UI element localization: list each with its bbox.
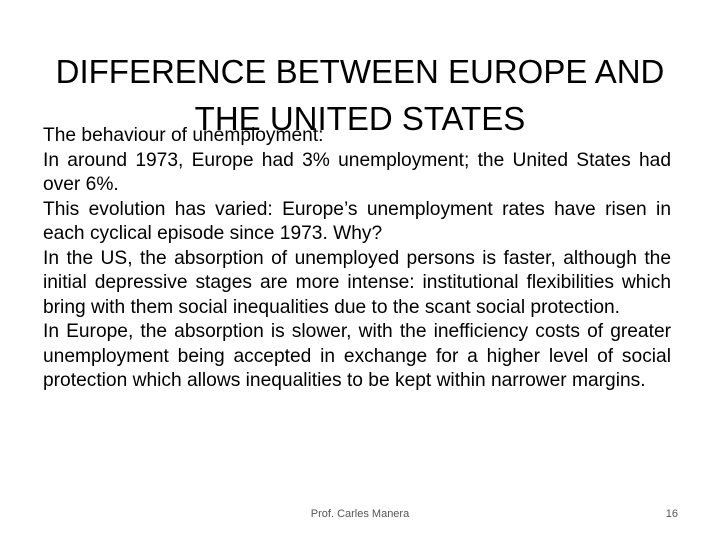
footer-author: Prof. Carles Manera bbox=[310, 508, 410, 520]
body-paragraph: In the US, the absorption of unemployed persons is faster, although the initial depressive stages are more intense: institutional flexibilities which bring with them social inequalities due to the scant social protection. bbox=[43, 247, 671, 318]
body-paragraph: The behaviour of unemployment: bbox=[43, 125, 324, 146]
title-line-1: DIFFERENCE BETWEEN EUROPE AND bbox=[55, 53, 665, 91]
body-paragraph: This evolution has varied: Europe’s unemployment rates have risen in each cyclical episode since 1973. Why? bbox=[43, 198, 671, 244]
title-line-2: THE UNITED STATES bbox=[194, 100, 526, 138]
body-paragraph: In Europe, the absorption is slower, with the inefficiency costs of greater unemployment being accepted in exchange for a higher level of social protection which allows inequalities to be kept within narrower margins. bbox=[43, 321, 671, 391]
slide-body bbox=[43, 124, 671, 394]
page-number: 16 bbox=[665, 508, 678, 520]
body-paragraph: In around 1973, Europe had 3% unemployment; the United States had over 6%. bbox=[43, 149, 671, 195]
